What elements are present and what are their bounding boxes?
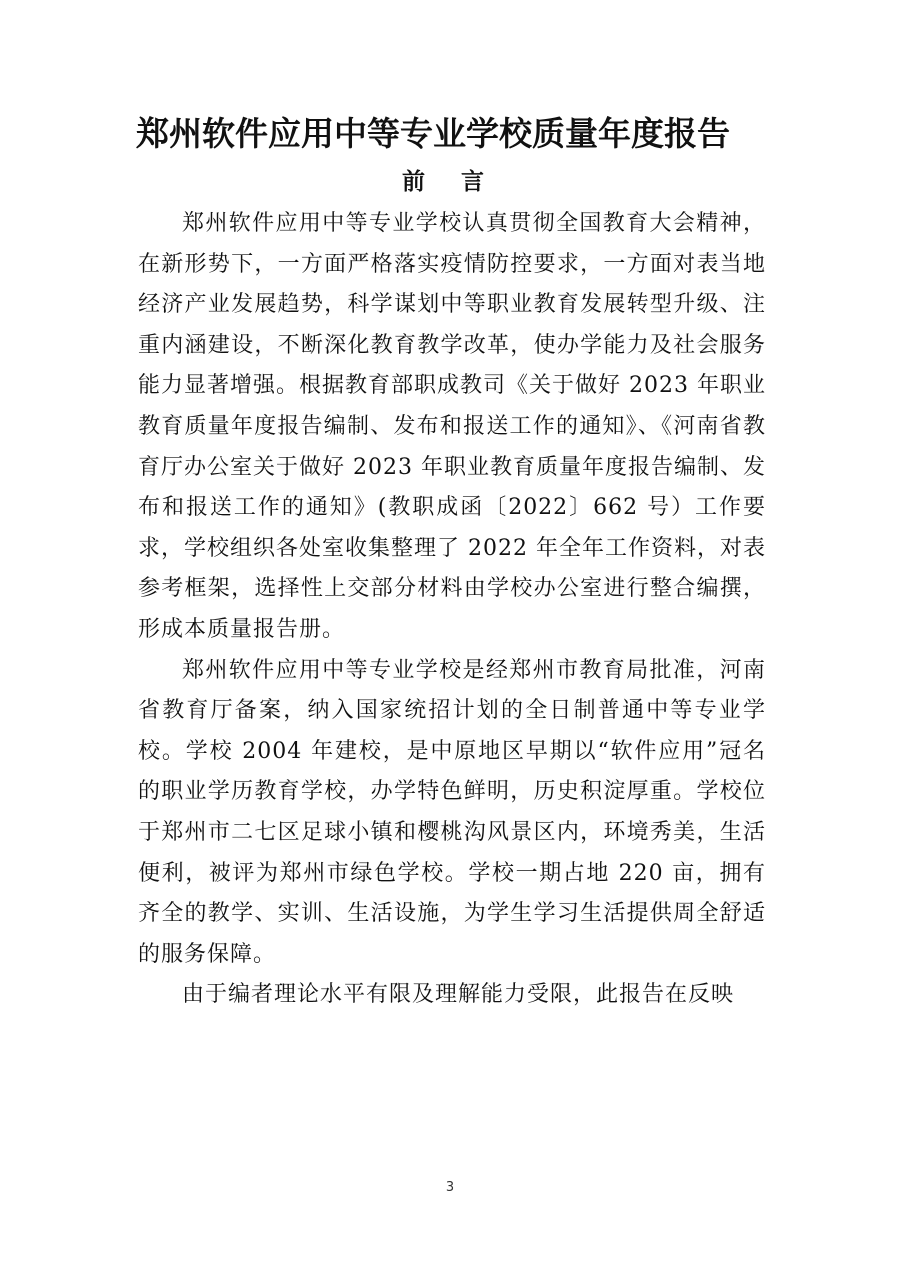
page-number: 3 bbox=[445, 1180, 455, 1195]
paragraph: 郑州软件应用中等专业学校认真贯彻全国教育大会精神，在新形势下，一方面严格落实疫情防控要求，一方面对表当地经济产业发展趋势，科学谋划中等职业教育发展转型升级、注重内涵建设，不断深化教育教学改革，使办学能力及社会服务能力显著增强。根据教育部职成教司《关于做好 2023 年职业教育质量年度报告编制、发布和报送工作的通知》、《河南省教育厅办公室关于做好 2023 年职业教育质量年度报告编制、发布和报送工作的通知》(教职成函〔2022〕662 号）工作要求，学校组织各处室收集整理了 2022 年全年工作资料，对表参考框架，选择性上交部分材料由学校办公室进行整合编撰，形成本质量报告册。 bbox=[138, 211, 766, 642]
paragraph: 郑州软件应用中等专业学校是经郑州市教育局批准，河南省教育厅备案，纳入国家统招计划的全日制普通中等专业学校。学校 2004 年建校，是中原地区早期以“软件应用”冠名的职业学历教育学校，办学特色鲜明，历史积淀厚重。学校位于郑州市二七区足球小镇和樱桃沟风景区内，环境秀美，生活便利，被评为郑州市绿色学校。学校一期占地 220 亩，拥有齐全的教学、实训、生活设施，为学生学习生活提供周全舒适的服务保障。 bbox=[138, 657, 766, 967]
section-heading-preface: 前 言 bbox=[401, 168, 498, 195]
paragraph: 由于编者理论水平有限及理解能力受限，此报告在反映 bbox=[182, 982, 735, 1008]
document-title: 郑州软件应用中等专业学校质量年度报告 bbox=[136, 114, 730, 153]
body-text bbox=[138, 204, 766, 1016]
